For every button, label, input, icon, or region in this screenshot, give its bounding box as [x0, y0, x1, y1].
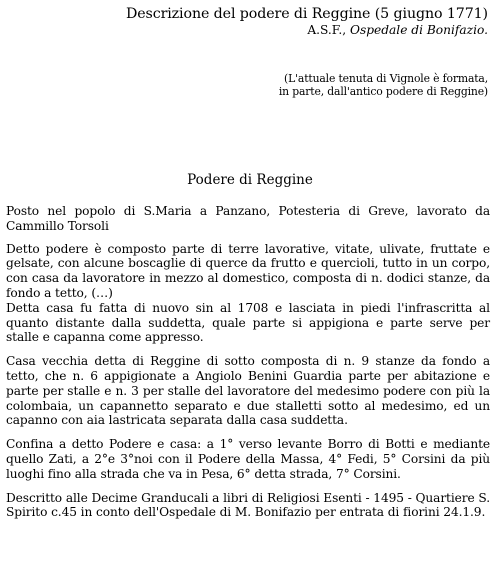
section-heading: Podere di Reggine: [187, 172, 313, 188]
paragraph-location: Posto nel popolo di S.Maria a Panzano, Potesteria di Greve, lavorato da Cammillo Torsoli: [6, 204, 490, 233]
paragraph-composition: Detto podere è composto parte di terre lavorative, vitate, ulivate, fruttate e gelsate, con alcune boscaglie di querce da frutto e quercioli, tutto in un corpo, con casa da lavoratore in mezzo al domestico, composta di n. dodici stanze, da fondo a tetto, (…): [6, 241, 490, 300]
editorial-note: [279, 72, 488, 98]
document-title: Descrizione del podere di Reggine (5 giugno 1771): [125, 6, 488, 22]
editorial-note-line-1: (L'attuale tenuta di Vignole è formata,: [284, 72, 488, 85]
paragraph-tax-record: Descritto alle Decime Granducali a libri di Religiosi Esenti - 1495 - Quartiere S. Spirito c.45 in conto dell'Ospedale di M. Bonifazio per entrata di fiorini 24.1.9.: [6, 490, 490, 520]
document-header: [126, 6, 488, 37]
editorial-note-line-2: in parte, dall'antico podere di Reggine): [278, 85, 488, 98]
document-body: [6, 204, 490, 520]
paragraph-house-history: Detta casa fu fatta di nuovo sin al 1708 e lasciata in piedi l'infrascritta al quanto distante dalla suddetta, quale parte si appigiona e parte serve per stalle e capanna come appresso.: [6, 300, 490, 345]
paragraph-old-house: Casa vecchia detta di Reggine di sotto composta di n. 9 stanze da fondo a tetto, che n. 6 appigionate a Angiolo Benini Guardia parte per abitazione e parte per stalle e n. 3 per stalle del lavoratore del medesimo podere con più la colombaia, un capannetto separato e due stalletti sotto al medesimo, ed un capanno con aia lastricata separata dalla casa suddetta.: [6, 354, 490, 428]
archive-source-fund: Ospedale di Bonifazio.: [349, 23, 488, 37]
archive-source: [126, 23, 488, 37]
archive-source-prefix: A.S.F.,: [307, 23, 350, 37]
paragraph-boundaries: Confina a detto Podere e casa: a 1° verso levante Borro di Botti e mediante quello Zati, a 2°e 3°noi con il Podere della Massa, 4° Fedi, 5° Corsini da più luoghi fino alla strada che va in Pesa, 6° detta strada, 7° Corsini.: [6, 437, 490, 481]
